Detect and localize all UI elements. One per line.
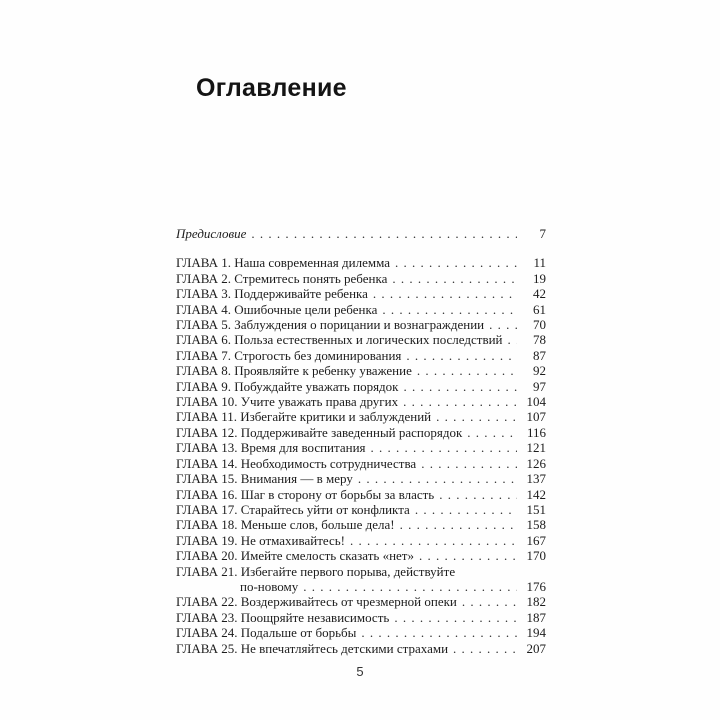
toc-entry (176, 363, 546, 378)
toc-entry-label: ГЛАВА 9. Побуждайте уважать порядок (176, 378, 399, 394)
toc-entry-label: ГЛАВА 22. Воздерживайтесь от чрезмерной опеки (176, 594, 457, 610)
toc-entry-label: ГЛАВА 10. Учите уважать права других (176, 394, 399, 410)
toc-leader-dots (350, 533, 517, 548)
toc-entry-page: 158 (526, 517, 546, 533)
toc-entry (176, 302, 546, 317)
toc-entry-page: 170 (526, 548, 546, 564)
toc-entry (176, 579, 546, 594)
toc-leader-dots (403, 379, 517, 394)
toc-entry-page: 42 (533, 286, 546, 302)
toc-entry-label: ГЛАВА 18. Меньше слов, больше дела! (176, 517, 395, 533)
toc-entry (176, 317, 546, 332)
toc-entry-page: 194 (526, 625, 546, 641)
toc-entry-page: 187 (526, 609, 546, 625)
toc-leader-dots (392, 271, 517, 286)
toc-entry-label: ГЛАВА 17. Старайтесь уйти от конфликта (176, 501, 410, 517)
toc-entry-page: 87 (533, 347, 546, 363)
toc-entry (176, 226, 546, 241)
toc-entry-page: 104 (526, 394, 546, 410)
toc-entry-page: 19 (533, 270, 546, 286)
toc-leader-dots (373, 286, 517, 301)
toc-entry-label: Предисловие (176, 226, 247, 241)
toc-leader-dots (394, 610, 517, 625)
toc-entry-page: 78 (533, 332, 546, 348)
toc-entry-page: 207 (526, 640, 546, 656)
toc-entry (176, 517, 546, 532)
toc-entry (176, 471, 546, 486)
toc-entry (176, 594, 546, 609)
toc-entry-page: 182 (526, 594, 546, 610)
toc-entry (176, 379, 546, 394)
toc-entry-page: 116 (526, 424, 546, 440)
toc-entry (176, 440, 546, 455)
toc-list (176, 226, 546, 656)
toc-entry (176, 548, 546, 563)
toc-entry-page: 7 (539, 226, 546, 241)
toc-entry (176, 641, 546, 656)
toc-leader-dots (415, 502, 517, 517)
toc-entry-label: ГЛАВА 11. Избегайте критики и заблуждений (176, 409, 432, 425)
toc-entry (176, 332, 546, 347)
toc-leader-dots (251, 226, 517, 241)
toc-leader-dots (371, 440, 517, 455)
toc-entry-page: 107 (526, 409, 546, 425)
toc-entry (176, 610, 546, 625)
toc-entry-label: ГЛАВА 7. Строгость без доминирования (176, 347, 402, 363)
toc-leader-dots (421, 456, 517, 471)
toc-leader-dots (403, 394, 517, 409)
toc-entry-page: 121 (526, 440, 546, 456)
toc-leader-dots (417, 363, 517, 378)
toc-entry-label: ГЛАВА 21. Избегайте первого порыва, действуйте (176, 563, 456, 579)
toc-entry-label: ГЛАВА 15. Внимания — в меру (176, 471, 353, 487)
toc-entry-page: 126 (526, 455, 546, 471)
toc-entry-label: ГЛАВА 24. Подальше от борьбы (176, 625, 357, 641)
toc-entry-label: ГЛАВА 5. Заблуждения о порицании и вознаграждении (176, 317, 485, 333)
page-title: Оглавление (196, 73, 347, 102)
toc-entry-page: 137 (526, 471, 546, 487)
toc-entry-page: 70 (533, 317, 546, 333)
toc-entry-label: ГЛАВА 12. Поддерживайте заведенный распорядок (176, 424, 463, 440)
toc-entry-page: 167 (526, 532, 546, 548)
toc-entry (176, 409, 546, 424)
toc-entry (176, 286, 546, 301)
toc-entry-label: ГЛАВА 8. Проявляйте к ребенку уважение (176, 363, 412, 379)
toc-entry-label: ГЛАВА 1. Наша современная дилемма (176, 255, 390, 271)
toc-entry-label: ГЛАВА 14. Необходимость сотрудничества (176, 455, 417, 471)
toc-entry-label: ГЛАВА 13. Время для воспитания (176, 440, 366, 456)
toc-entry-page: 176 (526, 578, 546, 594)
toc-entry-label: ГЛАВА 25. Не впечатляйтесь детскими страхами (176, 640, 449, 656)
toc-leader-dots (439, 487, 517, 502)
toc-entry-label: ГЛАВА 23. Поощряйте независимость (176, 609, 390, 625)
toc-entry (176, 502, 546, 517)
toc-leader-dots (467, 425, 517, 440)
toc-entry (176, 564, 546, 579)
toc-leader-dots (489, 317, 517, 332)
footer-page-number: 5 (356, 664, 364, 679)
toc-entry (176, 255, 546, 270)
toc-entry-page: 11 (533, 255, 546, 271)
toc-entry-page: 92 (533, 363, 546, 379)
toc-entry-page: 142 (526, 486, 546, 502)
toc-entry (176, 456, 546, 471)
toc-entry-page: 151 (526, 501, 546, 517)
toc-leader-dots (358, 471, 517, 486)
toc-entry (176, 533, 546, 548)
toc-entry-label: ГЛАВА 19. Не отмахивайтесь! (176, 532, 346, 548)
toc-entry-label: ГЛАВА 3. Поддерживайте ребенка (176, 286, 368, 302)
toc-entry (176, 425, 546, 440)
toc-entry (176, 394, 546, 409)
toc-entry-label: ГЛАВА 2. Стремитесь понять ребенка (176, 270, 388, 286)
toc-entry-page: 61 (533, 301, 546, 317)
toc-leader-dots (419, 548, 517, 563)
toc-entry (176, 487, 546, 502)
toc-leader-dots (382, 302, 517, 317)
toc-leader-dots (361, 625, 517, 640)
toc-entry-label: ГЛАВА 6. Польза естественных и логических последствий (176, 332, 503, 348)
toc-entry-label: ГЛАВА 20. Имейте смелость сказать «нет» (176, 548, 414, 564)
toc-entry (176, 271, 546, 286)
toc-leader-dots (436, 409, 517, 424)
toc-leader-dots (462, 594, 517, 609)
toc-entry-label: ГЛАВА 4. Ошибочные цели ребенка (176, 301, 378, 317)
toc-leader-dots (508, 332, 517, 347)
toc-leader-dots (406, 348, 517, 363)
toc-leader-dots (400, 517, 517, 532)
toc-leader-dots (395, 255, 517, 270)
toc-leader-dots (453, 641, 517, 656)
toc-entry-label: ГЛАВА 16. Шаг в сторону от борьбы за власть (176, 486, 435, 502)
toc-entry-label: по-новому (240, 578, 299, 594)
toc-entry (176, 348, 546, 363)
toc-entry-page: 97 (533, 378, 546, 394)
toc-entry (176, 625, 546, 640)
toc-leader-dots (303, 579, 517, 594)
